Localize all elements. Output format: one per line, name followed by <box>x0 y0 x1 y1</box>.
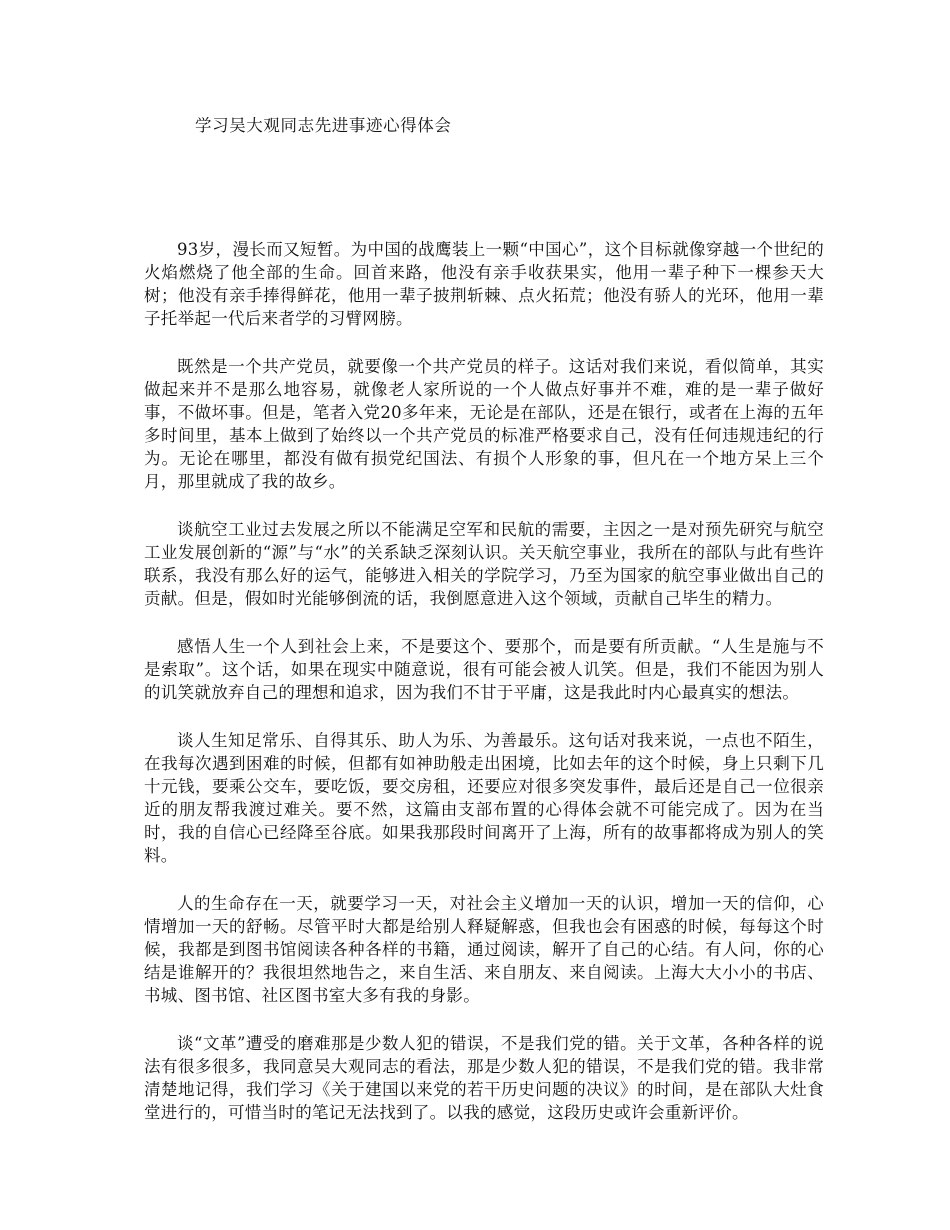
paragraph-2: 既然是一个共产党员，就要像一个共产党员的样子。这话对我们来说，看似简单，其实做起来并不是那么地容易，就像老人家所说的一个人做点好事并不难，难的是一辈子做好事，不做坏事。但是，笔者入党20多年来，无论是在部队，还是在银行，或者在上海的五年多时间里，基本上做到了始终以一个共产党员的标准严格要求自己，没有任何违规违纪的行为。无论在哪里，都没有做有损党纪国法、有损个人形象的事，但凡在一个地方呆上三个月，那里就成了我的故乡。 <box>144 357 824 491</box>
paragraph-5: 谈人生知足常乐、自得其乐、助人为乐、为善最乐。这句话对我来说，一点也不陌生，在我每次遇到困难的时候，但都有如神助般走出困境，比如去年的这个时候，身上只剩下几十元钱，要乘公交车，要吃饭，要交房租，还要应对很多突发事件，最后还是自己一位很亲近的朋友帮我渡过难关。要不然，这篇由支部布置的心得体会就不可能完成了。因为在当时，我的自信心已经降至谷底。如果我那段时间离开了上海，所有的故事都将成为别人的笑料。 <box>144 731 824 865</box>
document-title: 学习吴大观同志先进事迹心得体会 <box>195 116 452 135</box>
paragraph-1: 93岁，漫长而又短暂。为中国的战鹰装上一颗“中国心”，这个目标就像穿越一个世纪的火焰燃烧了他全部的生命。回首来路，他没有亲手收获果实，他用一辈子种下一棵参天大树；他没有亲手捧得鲜花，他用一辈子披荆斩棘、点火拓荒；他没有骄人的光环，他用一辈子托举起一代后来者学的习臂网膀。 <box>144 240 824 328</box>
document-body <box>144 238 824 1149</box>
paragraph-3: 谈航空工业过去发展之所以不能满足空军和民航的需要，主因之一是对预先研究与航空工业发展创新的“源”与“水”的关系缺乏深刻认识。关天航空事业，我所在的部队与此有些许联系，我没有那么好的运气，能够进入相关的学院学习，乃至为国家的航空事业做出自己的贡献。但是，假如时光能够倒流的话，我倒愿意进入这个领域，贡献自己毕生的精力。 <box>144 520 824 608</box>
paragraph-6: 人的生命存在一天，就要学习一天，对社会主义增加一天的认识，增加一天的信仰，心情增加一天的舒畅。尽管平时大都是给别人释疑解惑，但我也会有困惑的时候，每每这个时候，我都是到图书馆阅读各种各样的书籍，通过阅读，解开了自己的心结。有人问，你的心结是谁解开的？我很坦然地告之，来自生活、来自朋友、来自阅读。上海大大小小的书店、书城、图书馆、社区图书室大多有我的身影。 <box>144 894 824 1005</box>
paragraph-7: 谈“文革”遭受的磨难那是少数人犯的错误，不是我们党的错。关于文革，各种各样的说法有很多很多，我同意吴大观同志的看法，那是少数人犯的错误，不是我们党的错。我非常清楚地记得，我们学习《关于建国以来党的若干历史问题的决议》的时间，是在部队大灶食堂进行的，可惜当时的笔记无法找到了。以我的感觉，这段历史或许会重新评价。 <box>144 1034 824 1122</box>
paragraph-4: 感悟人生一个人到社会上来，不是要这个、要那个，而是要有所贡献。“人生是施与不是索取”。这个话，如果在现实中随意说，很有可能会被人讥笑。但是，我们不能因为别人的讥笑就放弃自己的理想和追求，因为我们不甘于平庸，这是我此时内心最真实的想法。 <box>144 637 824 702</box>
